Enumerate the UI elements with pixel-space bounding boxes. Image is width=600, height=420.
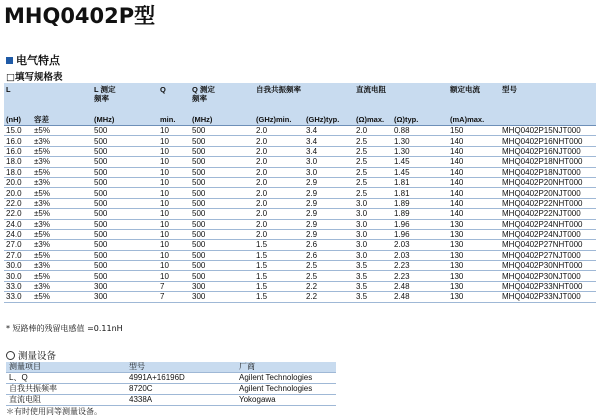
table-cell: 4338A bbox=[126, 395, 236, 406]
equipment-footnote: ＊有时使用同等测量设备。 bbox=[6, 407, 102, 416]
table-row bbox=[4, 177, 596, 187]
table-cell: 3.0 bbox=[354, 250, 392, 260]
table-cell: ±3% bbox=[32, 136, 92, 146]
table-cell: Agilent Technologies bbox=[236, 384, 336, 395]
table-cell: 0.88 bbox=[392, 126, 448, 136]
table-cell: 18.0 bbox=[4, 157, 32, 167]
table-cell: 1.45 bbox=[392, 157, 448, 167]
table-cell: 500 bbox=[92, 271, 158, 281]
equipment-table-body bbox=[6, 373, 336, 406]
spec-unit-cell: 容差 bbox=[32, 115, 92, 126]
table-row bbox=[6, 373, 336, 384]
table-cell: 300 bbox=[190, 281, 254, 291]
table-cell: 2.5 bbox=[354, 188, 392, 198]
table-cell: 3.0 bbox=[354, 229, 392, 239]
circle-bullet-icon bbox=[6, 351, 15, 360]
spec-unit-cell bbox=[500, 115, 596, 126]
table-cell: 500 bbox=[190, 188, 254, 198]
table-cell: 130 bbox=[448, 229, 500, 239]
table-cell: 3.4 bbox=[304, 136, 354, 146]
equipment-header-cell: 型号 bbox=[126, 362, 236, 373]
table-cell: MHQ0402P18NJT000 bbox=[500, 167, 596, 177]
table-cell: 3.5 bbox=[354, 292, 392, 302]
table-cell: MHQ0402P24NHT000 bbox=[500, 219, 596, 229]
table-cell: 自我共振频率 bbox=[6, 384, 126, 395]
table-cell: 2.6 bbox=[304, 240, 354, 250]
spec-footnote: * 短路棒的残留电感值 =0.11nH bbox=[6, 324, 123, 333]
table-cell: 3.5 bbox=[354, 271, 392, 281]
table-row bbox=[4, 219, 596, 229]
spec-unit-cell: min. bbox=[158, 115, 190, 126]
table-cell: 7 bbox=[158, 281, 190, 291]
table-cell: MHQ0402P33NJT000 bbox=[500, 292, 596, 302]
spec-header-cell bbox=[392, 83, 448, 115]
table-cell: 500 bbox=[190, 229, 254, 239]
table-cell: ±3% bbox=[32, 281, 92, 291]
table-cell: 3.0 bbox=[304, 167, 354, 177]
table-cell: 130 bbox=[448, 261, 500, 271]
table-cell: 10 bbox=[158, 271, 190, 281]
table-cell: 500 bbox=[92, 240, 158, 250]
table-cell: MHQ0402P20NHT000 bbox=[500, 177, 596, 187]
equipment-table bbox=[6, 362, 336, 406]
table-cell: 10 bbox=[158, 157, 190, 167]
table-cell: 2.2 bbox=[304, 281, 354, 291]
spec-header-cell: L bbox=[4, 83, 32, 115]
table-row bbox=[4, 250, 596, 260]
table-cell: 140 bbox=[448, 198, 500, 208]
table-cell: ±5% bbox=[32, 271, 92, 281]
table-cell: 2.23 bbox=[392, 261, 448, 271]
spec-unit-cell: (MHz) bbox=[190, 115, 254, 126]
table-cell: ±5% bbox=[32, 126, 92, 136]
table-cell: 2.5 bbox=[304, 261, 354, 271]
table-cell: 10 bbox=[158, 209, 190, 219]
table-cell: 140 bbox=[448, 209, 500, 219]
table-cell: 2.0 bbox=[254, 198, 304, 208]
table-row bbox=[4, 281, 596, 291]
table-cell: 22.0 bbox=[4, 209, 32, 219]
spec-header-row-units bbox=[4, 115, 596, 126]
table-cell: 140 bbox=[448, 188, 500, 198]
table-cell: 10 bbox=[158, 219, 190, 229]
table-cell: 10 bbox=[158, 177, 190, 187]
table-cell: 2.03 bbox=[392, 240, 448, 250]
spec-unit-cell: (nH) bbox=[4, 115, 32, 126]
table-cell: 27.0 bbox=[4, 250, 32, 260]
table-cell: 10 bbox=[158, 167, 190, 177]
table-cell: ±5% bbox=[32, 250, 92, 260]
table-row bbox=[4, 146, 596, 156]
table-cell: 1.5 bbox=[254, 292, 304, 302]
table-cell: 10 bbox=[158, 188, 190, 198]
table-cell: 30.0 bbox=[4, 271, 32, 281]
table-cell: 1.30 bbox=[392, 146, 448, 156]
spec-header-cell: 直流电阻 bbox=[354, 83, 392, 115]
spec-header-cell: 自我共振频率 bbox=[254, 83, 304, 115]
table-cell: 500 bbox=[190, 219, 254, 229]
table-cell: ±3% bbox=[32, 240, 92, 250]
table-cell: 2.9 bbox=[304, 209, 354, 219]
table-cell: MHQ0402P30NHT000 bbox=[500, 261, 596, 271]
table-cell: 15.0 bbox=[4, 126, 32, 136]
table-cell: 2.03 bbox=[392, 250, 448, 260]
table-cell: 500 bbox=[190, 261, 254, 271]
spec-unit-cell: (mA)max. bbox=[448, 115, 500, 126]
spec-header-cell: Q bbox=[158, 83, 190, 115]
table-cell: ±5% bbox=[32, 209, 92, 219]
table-row bbox=[6, 384, 336, 395]
table-cell: MHQ0402P24NJT000 bbox=[500, 229, 596, 239]
table-cell: ±5% bbox=[32, 229, 92, 239]
table-cell: 130 bbox=[448, 271, 500, 281]
table-cell: MHQ0402P15NJT000 bbox=[500, 126, 596, 136]
spec-subheading bbox=[6, 69, 62, 83]
table-cell: 140 bbox=[448, 136, 500, 146]
table-cell: 3.5 bbox=[354, 261, 392, 271]
table-cell: 500 bbox=[92, 250, 158, 260]
table-cell: ±5% bbox=[32, 146, 92, 156]
table-cell: 3.4 bbox=[304, 146, 354, 156]
table-cell: 2.5 bbox=[354, 157, 392, 167]
table-cell: 10 bbox=[158, 250, 190, 260]
table-cell: 1.5 bbox=[254, 240, 304, 250]
table-cell: 2.5 bbox=[354, 146, 392, 156]
table-row bbox=[4, 136, 596, 146]
table-cell: MHQ0402P27NJT000 bbox=[500, 250, 596, 260]
table-cell: 33.0 bbox=[4, 281, 32, 291]
table-cell: 2.9 bbox=[304, 177, 354, 187]
table-cell: 20.0 bbox=[4, 188, 32, 198]
table-cell: ±5% bbox=[32, 188, 92, 198]
table-cell: 2.48 bbox=[392, 292, 448, 302]
table-cell: 2.48 bbox=[392, 281, 448, 291]
table-cell: 10 bbox=[158, 198, 190, 208]
table-cell: 1.81 bbox=[392, 188, 448, 198]
table-cell: 1.96 bbox=[392, 219, 448, 229]
table-cell: 140 bbox=[448, 167, 500, 177]
table-cell: 3.0 bbox=[354, 209, 392, 219]
spec-header-cell: 额定电流 bbox=[448, 83, 500, 115]
spec-unit-cell: (Ω)typ. bbox=[392, 115, 448, 126]
table-cell: ±3% bbox=[32, 157, 92, 167]
table-cell: 2.0 bbox=[254, 209, 304, 219]
table-cell: 500 bbox=[190, 271, 254, 281]
table-cell: 3.0 bbox=[354, 219, 392, 229]
table-cell: 3.0 bbox=[354, 240, 392, 250]
table-cell: 2.9 bbox=[304, 198, 354, 208]
table-cell: ±3% bbox=[32, 177, 92, 187]
equipment-header-cell: 厂商 bbox=[236, 362, 336, 373]
table-cell: 2.0 bbox=[254, 126, 304, 136]
table-cell: 10 bbox=[158, 136, 190, 146]
table-row bbox=[4, 229, 596, 239]
page-title: MHQ0402P型 bbox=[4, 4, 156, 28]
table-cell: 24.0 bbox=[4, 219, 32, 229]
table-cell: MHQ0402P22NJT000 bbox=[500, 209, 596, 219]
table-cell: 500 bbox=[92, 146, 158, 156]
table-cell: 130 bbox=[448, 219, 500, 229]
table-cell: 1.89 bbox=[392, 198, 448, 208]
table-cell: 2.2 bbox=[304, 292, 354, 302]
table-row bbox=[4, 157, 596, 167]
table-row bbox=[4, 198, 596, 208]
table-cell: 3.0 bbox=[354, 198, 392, 208]
table-cell: Agilent Technologies bbox=[236, 373, 336, 384]
table-cell: 4991A+16196D bbox=[126, 373, 236, 384]
table-cell: 300 bbox=[190, 292, 254, 302]
table-cell: 2.5 bbox=[354, 177, 392, 187]
spec-unit-cell: (GHz)min. bbox=[254, 115, 304, 126]
table-cell: 500 bbox=[92, 136, 158, 146]
table-row bbox=[4, 271, 596, 281]
table-cell: 18.0 bbox=[4, 167, 32, 177]
table-row bbox=[4, 261, 596, 271]
table-cell: 130 bbox=[448, 250, 500, 260]
table-cell: 3.4 bbox=[304, 126, 354, 136]
table-cell: 直流电阻 bbox=[6, 395, 126, 406]
table-cell: MHQ0402P27NHT000 bbox=[500, 240, 596, 250]
spec-header-cell: Q 测定 频率 bbox=[190, 83, 254, 115]
table-cell: 2.9 bbox=[304, 229, 354, 239]
table-cell: 2.0 bbox=[254, 167, 304, 177]
table-cell: 500 bbox=[92, 261, 158, 271]
table-cell: 300 bbox=[92, 281, 158, 291]
spec-header-cell bbox=[32, 83, 92, 115]
table-cell: MHQ0402P22NHT000 bbox=[500, 198, 596, 208]
table-cell: 27.0 bbox=[4, 240, 32, 250]
equipment-title: 测量设备 bbox=[18, 351, 57, 362]
table-cell: 500 bbox=[190, 198, 254, 208]
table-cell: 140 bbox=[448, 157, 500, 167]
table-cell: 7 bbox=[158, 292, 190, 302]
table-cell: ±3% bbox=[32, 261, 92, 271]
table-cell: 2.0 bbox=[254, 188, 304, 198]
table-cell: 500 bbox=[92, 229, 158, 239]
table-cell: 10 bbox=[158, 229, 190, 239]
table-cell: 500 bbox=[92, 188, 158, 198]
table-cell: 8720C bbox=[126, 384, 236, 395]
table-cell: 1.45 bbox=[392, 167, 448, 177]
table-cell: 2.0 bbox=[354, 126, 392, 136]
spec-header-row-top bbox=[4, 83, 596, 115]
equipment-heading bbox=[6, 348, 56, 362]
table-cell: MHQ0402P16NJT000 bbox=[500, 146, 596, 156]
table-cell: Yokogawa bbox=[236, 395, 336, 406]
table-cell: 20.0 bbox=[4, 177, 32, 187]
table-cell: 130 bbox=[448, 292, 500, 302]
table-cell: 150 bbox=[448, 126, 500, 136]
table-cell: ±3% bbox=[32, 219, 92, 229]
spec-subtitle: □填写规格表 bbox=[6, 72, 63, 83]
table-cell: 500 bbox=[190, 240, 254, 250]
table-cell: 2.5 bbox=[354, 167, 392, 177]
table-cell: MHQ0402P30NJT000 bbox=[500, 271, 596, 281]
table-cell: 2.0 bbox=[254, 136, 304, 146]
spec-header-cell bbox=[304, 83, 354, 115]
table-cell: 500 bbox=[190, 126, 254, 136]
table-cell: 2.0 bbox=[254, 146, 304, 156]
table-cell: 1.81 bbox=[392, 177, 448, 187]
table-cell: 500 bbox=[190, 157, 254, 167]
table-cell: 130 bbox=[448, 240, 500, 250]
table-cell: MHQ0402P33NHT000 bbox=[500, 281, 596, 291]
table-cell: 10 bbox=[158, 126, 190, 136]
table-cell: ±5% bbox=[32, 167, 92, 177]
table-cell: 2.0 bbox=[254, 157, 304, 167]
table-cell: 1.5 bbox=[254, 281, 304, 291]
table-cell: 1.5 bbox=[254, 250, 304, 260]
spec-header-cell: 型号 bbox=[500, 83, 596, 115]
table-cell: 1.5 bbox=[254, 261, 304, 271]
table-cell: 500 bbox=[92, 198, 158, 208]
table-cell: 500 bbox=[190, 136, 254, 146]
table-cell: 140 bbox=[448, 177, 500, 187]
table-cell: 500 bbox=[190, 250, 254, 260]
table-cell: 1.5 bbox=[254, 271, 304, 281]
table-cell: 2.6 bbox=[304, 250, 354, 260]
table-row bbox=[4, 126, 596, 136]
table-cell: 140 bbox=[448, 146, 500, 156]
table-cell: 1.96 bbox=[392, 229, 448, 239]
table-cell: 1.89 bbox=[392, 209, 448, 219]
table-cell: 2.5 bbox=[354, 136, 392, 146]
table-cell: 30.0 bbox=[4, 261, 32, 271]
spec-table bbox=[4, 83, 596, 303]
table-cell: 3.5 bbox=[354, 281, 392, 291]
section-heading bbox=[6, 52, 60, 68]
table-row bbox=[6, 395, 336, 406]
table-cell: 33.0 bbox=[4, 292, 32, 302]
spec-unit-cell: (MHz) bbox=[92, 115, 158, 126]
table-cell: 500 bbox=[92, 177, 158, 187]
section-title: 电气特点 bbox=[16, 54, 60, 67]
table-cell: 500 bbox=[190, 209, 254, 219]
table-cell: 500 bbox=[92, 157, 158, 167]
table-cell: 10 bbox=[158, 240, 190, 250]
spec-unit-cell: (GHz)typ. bbox=[304, 115, 354, 126]
table-cell: 500 bbox=[190, 177, 254, 187]
table-cell: 16.0 bbox=[4, 146, 32, 156]
table-cell: L、Q bbox=[6, 373, 126, 384]
table-cell: 22.0 bbox=[4, 198, 32, 208]
table-cell: 500 bbox=[92, 167, 158, 177]
table-cell: 500 bbox=[92, 126, 158, 136]
table-cell: ±3% bbox=[32, 198, 92, 208]
table-cell: 500 bbox=[92, 209, 158, 219]
table-cell: 2.0 bbox=[254, 219, 304, 229]
table-cell: ±5% bbox=[32, 292, 92, 302]
table-cell: 10 bbox=[158, 146, 190, 156]
spec-unit-cell: (Ω)max. bbox=[354, 115, 392, 126]
table-cell: 500 bbox=[190, 146, 254, 156]
table-cell: 300 bbox=[92, 292, 158, 302]
table-cell: 2.0 bbox=[254, 229, 304, 239]
table-row bbox=[4, 167, 596, 177]
table-cell: MHQ0402P16NHT000 bbox=[500, 136, 596, 146]
table-cell: 24.0 bbox=[4, 229, 32, 239]
table-cell: 2.5 bbox=[304, 271, 354, 281]
table-row bbox=[4, 240, 596, 250]
table-cell: 2.23 bbox=[392, 271, 448, 281]
equipment-header-cell: 测量项目 bbox=[6, 362, 126, 373]
spec-header-cell: L 测定 频率 bbox=[92, 83, 158, 115]
table-cell: MHQ0402P20NJT000 bbox=[500, 188, 596, 198]
table-cell: 500 bbox=[190, 167, 254, 177]
table-row bbox=[4, 292, 596, 302]
spec-table-body bbox=[4, 126, 596, 303]
table-row bbox=[4, 209, 596, 219]
table-cell: 500 bbox=[92, 219, 158, 229]
table-cell: 3.0 bbox=[304, 157, 354, 167]
square-bullet-icon bbox=[6, 57, 13, 64]
table-cell: 1.30 bbox=[392, 136, 448, 146]
table-cell: 10 bbox=[158, 261, 190, 271]
table-cell: 130 bbox=[448, 281, 500, 291]
equipment-header-row bbox=[6, 362, 336, 373]
table-cell: 2.9 bbox=[304, 219, 354, 229]
table-row bbox=[4, 188, 596, 198]
table-cell: 2.9 bbox=[304, 188, 354, 198]
table-cell: 16.0 bbox=[4, 136, 32, 146]
table-cell: MHQ0402P18NHT000 bbox=[500, 157, 596, 167]
table-cell: 2.0 bbox=[254, 177, 304, 187]
